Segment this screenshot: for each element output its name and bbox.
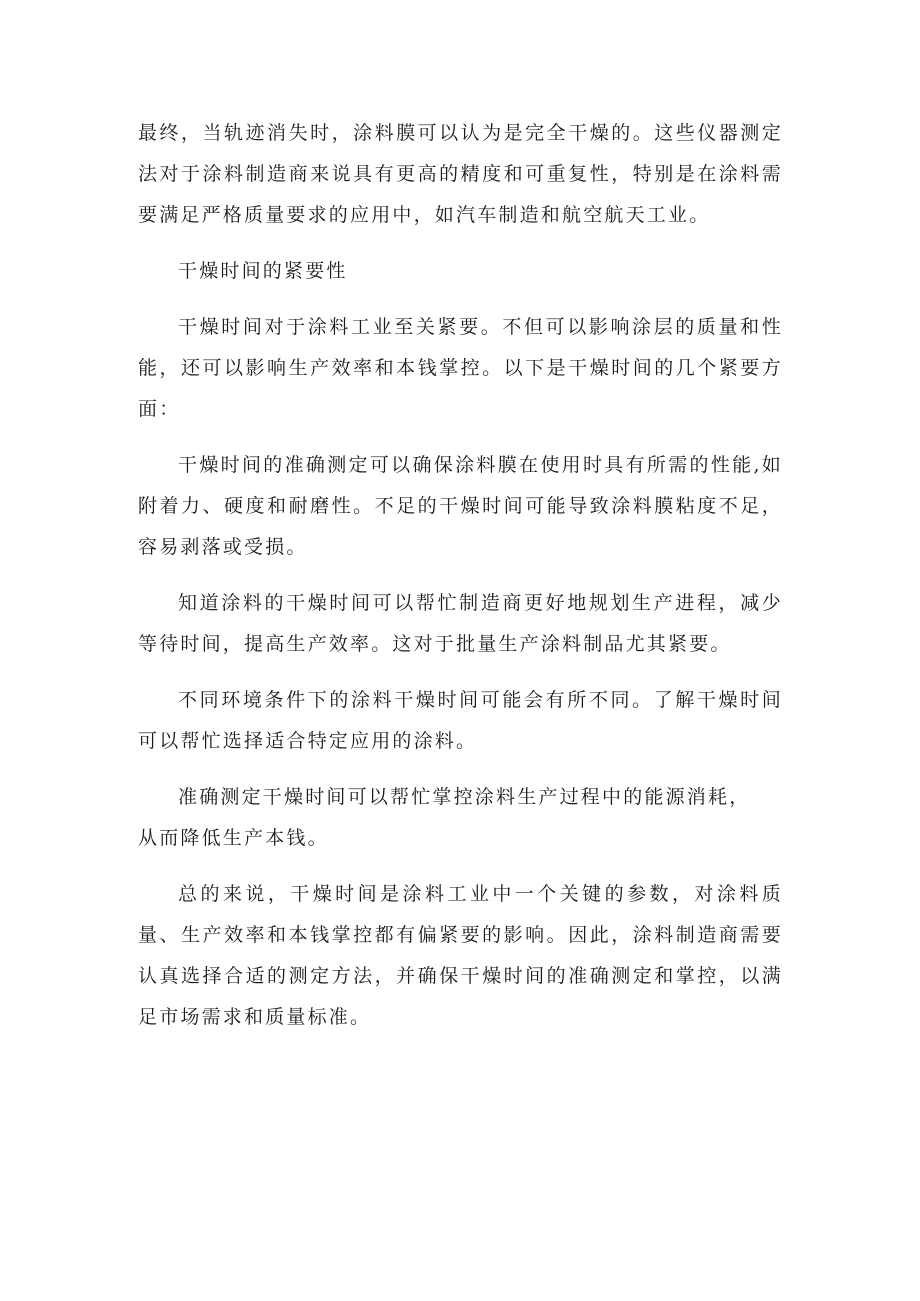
- paragraph-production-efficiency: 知道涂料的干燥时间可以帮忙制造商更好地规划生产进程，减少等待时间，提高生产效率。这对于批量生产涂料制品尤其紧要。: [138, 592, 783, 655]
- document-body: [138, 113, 783, 1053]
- paragraph-energy-cost: [138, 777, 783, 859]
- paragraph-energy-cost-line-2: 从而降低生产本钱。: [138, 827, 329, 849]
- paragraph-energy-cost-line-1: 准确测定干燥时间可以帮忙掌控涂料生产过程中的能源消耗，: [178, 786, 751, 808]
- paragraph-importance-intro: 干燥时间对于涂料工业至关紧要。不但可以影响涂层的质量和性能，还可以影响生产效率和本钱掌控。以下是干燥时间的几个紧要方面：: [138, 316, 783, 420]
- paragraph-environment: 不同环境条件下的涂料干燥时间可能会有所不同。了解干燥时间可以帮忙选择适合特定应用的涂料。: [138, 689, 783, 752]
- paragraph-performance: 干燥时间的准确测定可以确保涂料膜在使用时具有所需的性能,如附着力、硬度和耐磨性。不足的干燥时间可能导致涂料膜粘度不足，容易剥落或受损。: [138, 454, 783, 558]
- paragraph-conclusion: 总的来说，干燥时间是涂料工业中一个关键的参数，对涂料质量、生产效率和本钱掌控都有偏紧要的影响。因此，涂料制造商需要认真选择合适的测定方法，并确保干燥时间的准确测定和掌控，以满足市场需求和质量标准。: [138, 883, 783, 1028]
- paragraph-instrument-methods: 最终，当轨迹消失时，涂料膜可以认为是完全干燥的。这些仪器测定法对于涂料制造商来说具有更高的精度和可重复性，特别是在涂料需要满足严格质量要求的应用中，如汽车制造和航空航天工业。: [138, 122, 783, 226]
- section-heading: 干燥时间的紧要性: [178, 260, 348, 282]
